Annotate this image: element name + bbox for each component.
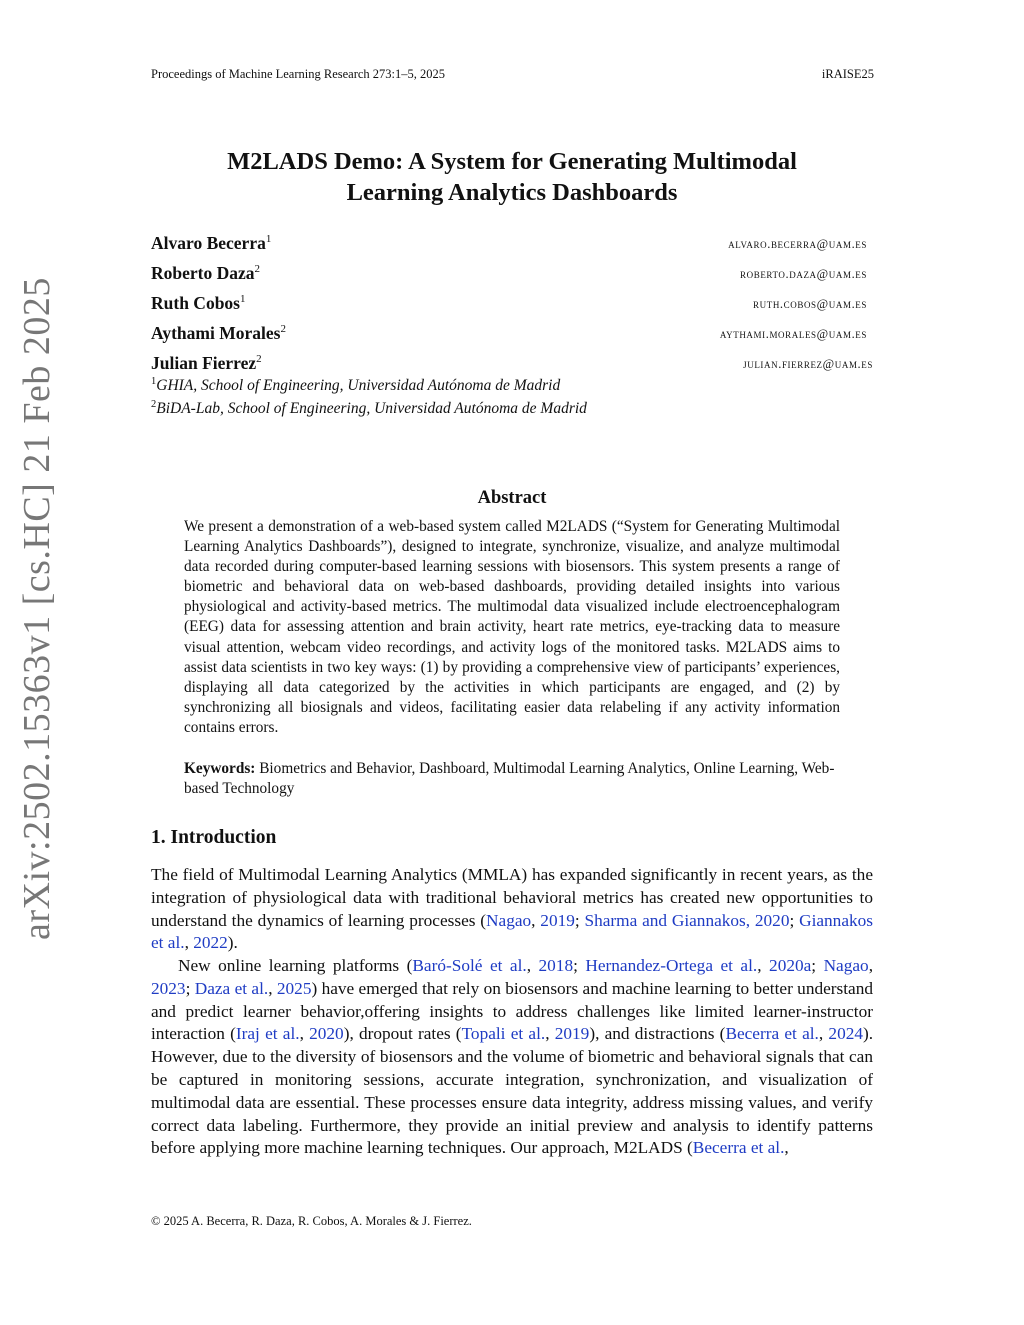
author-name: Alvaro Becerra$^1$: [151, 233, 272, 253]
citation-link[interactable]: Hernandez-Ortega et al.: [585, 956, 758, 975]
citation-link[interactable]: Giannakos et al.: [151, 910, 874, 953]
arxiv-identifier: arXiv:2502.15363v1 [cs.HC] 21 Feb 2025: [16, 277, 58, 940]
author-email[interactable]: aythami.morales@uam.es: [719, 327, 867, 341]
citation-link[interactable]: Sharma and Giannakos, 2020: [584, 910, 790, 930]
keywords-list: Biometrics and Behavior, Dashboard, Multimodal Learning Analytics, Online Learning, Web-based Technology: [184, 760, 835, 798]
citation-link[interactable]: Daza et al.: [194, 978, 269, 998]
citation-link[interactable]: Nagao: [823, 956, 869, 975]
author-row: [151, 263, 873, 293]
citation-link[interactable]: Baró-Solé et al.: [412, 956, 527, 975]
citation-link[interactable]: 2019: [540, 910, 575, 930]
abstract-heading: Abstract: [477, 488, 547, 508]
citation-link[interactable]: 2022: [193, 933, 228, 953]
affiliation-1: $^1$GHIA, School of Engineering, Universidad Autónoma de Madrid: [151, 376, 561, 395]
citation-link[interactable]: 2018: [538, 956, 574, 975]
running-header-right: iRAISE25: [821, 67, 874, 81]
intro-paragraph-1: The field of Multimodal Learning Analytics (MMLA) has expanded significantly in recent years, as the integration of physiological data with traditional behavioral metrics has created new opportunities to understand the dynamics of learning processes (Nagao, 2019; Sharma and Giannakos, 2020; Giannakos et al., 2022).: [151, 865, 874, 953]
author-row: [151, 233, 873, 263]
citation-link[interactable]: Iraj et al.: [235, 1024, 300, 1044]
section-heading-introduction: 1. Introduction: [151, 827, 277, 848]
citation-link[interactable]: Becerra et al.: [725, 1024, 819, 1044]
title-line-1: M2LADS Demo: A System for Generating Multimodal: [227, 148, 797, 175]
running-header-left: Proceedings of Machine Learning Research 273:1–5, 2025: [151, 67, 446, 81]
author-email[interactable]: ruth.cobos@uam.es: [753, 297, 867, 311]
keywords: [184, 759, 840, 799]
citation-link[interactable]: 2020: [309, 1024, 344, 1044]
author-email[interactable]: alvaro.becerra@uam.es: [728, 237, 867, 251]
author-email[interactable]: julian.fierrez@uam.es: [743, 357, 873, 371]
citation-link[interactable]: 2020a: [769, 956, 812, 975]
author-email[interactable]: roberto.daza@uam.es: [740, 267, 867, 281]
author-row: [151, 323, 873, 353]
citation-link[interactable]: 2025: [276, 978, 312, 998]
paper-title: [151, 146, 873, 208]
citation-link[interactable]: Topali et al.: [461, 1024, 546, 1044]
author-name: Roberto Daza$^2$: [151, 263, 261, 283]
author-row: [151, 293, 873, 323]
intro-paragraph-2: New online learning platforms (Baró-Solé et al., 2018; Hernandez-Ortega et al., 2020a; Nagao, 2023; Daza et al., 2025) have emerged that rely on biosensors and machine learning to better understand and predict learner behavior,offering insights to address challenges like limited learner-instructor interaction (Iraj et al., 2020), dropout rates (Topali et al., 2019), and distractions (Becerra et al., 2024). However, due to the diversity of biosensors and the volume of biometric and behavioral signals that can be captured in monitoring sessions, accurate integration, synchronization, and visualization of multimodal data are essential. These processes ensure data integrity, address missing values, and verify correct data labeling. Furthermore, they provide an initial preview and analysis to identify patterns before applying more machine learning techniques. Our approach, M2LADS (Becerra et al.,: [151, 956, 874, 1158]
author-list: [151, 233, 873, 383]
citation-link[interactable]: Nagao: [486, 910, 532, 930]
citation-link[interactable]: Becerra et al.: [692, 1138, 785, 1158]
keywords-label: Keywords:: [184, 760, 256, 777]
author-name: Aythami Morales$^2$: [151, 323, 286, 343]
abstract-text: We present a demonstration of a web-based system called M2LADS (“System for Generating Multimodal Learning Analytics Dashboards”), designed to integrate, synchronize, visualize, and analyze multimodal data recorded during computer-based learning sessions with biosensors. This system presents a range of biometric and behavioral data on web-based dashboards, providing detailed insights into various physiological and activity-based metrics. The multimodal data visualized include electroencephalogram (EEG) data for assessing attention and brain activity, heart rate metrics, eye-tracking data to measure visual attention, webcam video recordings, and activity logs of the monitored tasks. M2LADS aims to assist data scientists in two key ways: (1) by providing a comprehensive view of participants’ experiences, displaying all data categorized by the activities in which participants are engaged, and (2) by synchronizing all biosignals and videos, facilitating easier data relabeling if any activity information contains errors.: [184, 518, 840, 736]
author-name: Julian Fierrez$^2$: [151, 353, 262, 373]
author-name: Ruth Cobos$^1$: [151, 293, 246, 313]
affiliation-2: $^2$BiDA-Lab, School of Engineering, Universidad Autónoma de Madrid: [151, 399, 587, 418]
citation-link[interactable]: 2024: [828, 1024, 863, 1044]
citation-link[interactable]: 2023: [151, 978, 186, 998]
title-line-2: Learning Analytics Dashboards: [346, 179, 678, 206]
copyright-footer: © 2025 A. Becerra, R. Daza, R. Cobos, A. Morales & J. Fierrez.: [151, 1214, 472, 1228]
citation-link[interactable]: 2019: [554, 1024, 590, 1044]
